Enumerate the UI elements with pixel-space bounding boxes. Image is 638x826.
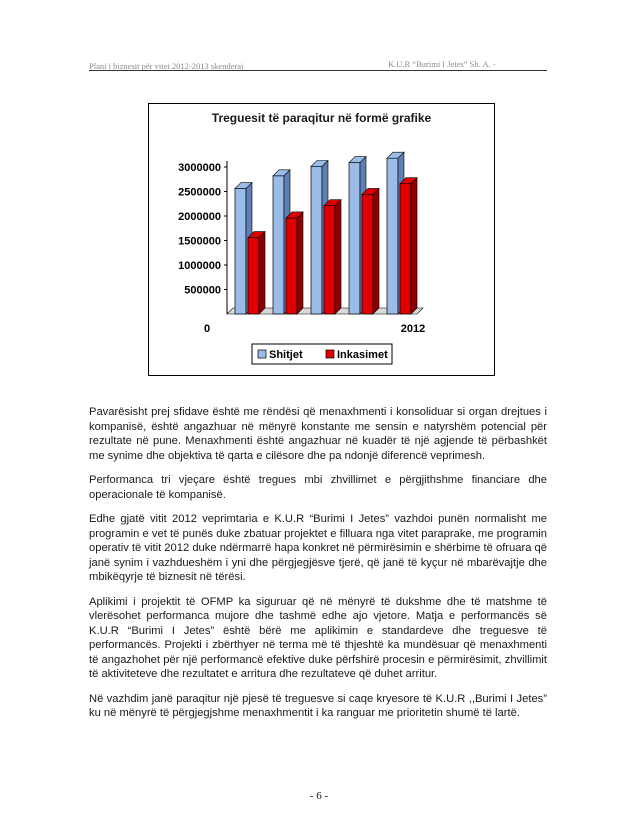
bar-side-inkasimet-0 (259, 232, 265, 314)
y-tick-label: 1500000 (178, 235, 221, 248)
chart-title: Treguesit të paraqitur në formë grafike (211, 111, 432, 125)
bar-shitjet-0 (235, 189, 246, 314)
bar-shitjet-3 (349, 163, 360, 314)
paragraph-activity-2012: Edhe gjatë vitit 2012 veprimtaria e K.U.R “Burimi I Jetes” vazhdoi punën normalisht me programin e vet të punës duke zbatuar projektet e filluara nga vitet paraprake, me programin operativ të vitit 2012 duke ndërmarrë hapa konkret në përmirësimin e shërbime të ofruara që janë synim i vazhdueshëm i yni dhe përgjegjësve tjerë, që janë të kyçur në mbarëvajtje dhe mbikëqyrje të biznesit në tërësi. (89, 513, 547, 583)
bar-inkasimet-1 (286, 218, 297, 314)
paragraph-leadership: Pavarësisht prej sfidave është me rëndësi që menaxhmenti i konsoliduar si organ drejtues i kompanisë, është angazhuar në mënyrë konstante me sensin e natyrshëm potencial për rezultate në pune. Menaxhmenti është angazhuar në kuadër të një agjende të përbashkët me synime dhe objektiva të qarta e cilësore dhe pa ndonjë diferencë veprimesh. (89, 406, 547, 462)
y-tick-label: 500000 (184, 284, 221, 297)
bar-chart (149, 104, 494, 375)
bar-shitjet-1 (273, 176, 284, 314)
x-tick-label-end: 2012 (400, 323, 426, 335)
legend-swatch-inkasimet (326, 350, 334, 358)
header-company-name: K.U.R “Burimi I Jetes” Sh. A. - (388, 59, 496, 69)
y-tick-label: 3000000 (178, 162, 221, 174)
bar-side-inkasimet-1 (297, 212, 303, 314)
legend-swatch-shitjet (258, 350, 266, 358)
paragraph-ofmp-project: Aplikimi i projektit të OFMP ka siguruar që në mënyrë të dukshme dhe të matshme të vlerësohet performanca mujore dhe tashmë edhe ajo vjetore. Matja e performancës së K.U.R “Burimi I Jetes” është bërë me aplikimin e standardeve dhe treguesve të performancës. Projekti i zbërthyer në terma më të thjeshtë ka mundësuar që menaxhmenti të angazhohet për një performancë efektive duke përfshirë procesin e përmirësimit, zhvillimit të aktiviteteve dhe rezultatet e arritura dhe rezultateve që duhet arritur. (89, 595, 547, 680)
bar-shitjet-4 (387, 158, 398, 314)
bar-side-inkasimet-3 (373, 188, 379, 314)
bar-inkasimet-4 (400, 184, 411, 314)
bar-shitjet-2 (311, 167, 322, 314)
page-number: - 6 - (309, 790, 329, 802)
y-tick-label: 1000000 (178, 260, 221, 272)
bar-side-inkasimet-2 (335, 200, 341, 314)
bar-inkasimet-2 (324, 206, 335, 314)
bar-inkasimet-3 (362, 194, 373, 314)
x-tick-label-start: 0 (203, 323, 211, 335)
header-rule (89, 70, 547, 71)
chart-container (148, 103, 495, 376)
body-text (89, 405, 547, 731)
y-tick-label: 2500000 (178, 186, 221, 199)
legend-label-shitjet: Shitjet (269, 349, 303, 361)
header-document-title: Plani i biznesit për vitet 2012-2013 skenderaj (89, 61, 244, 71)
legend-label-inkasimet: Inkasimet (337, 349, 388, 361)
bar-side-inkasimet-4 (411, 178, 417, 314)
y-tick-label: 2000000 (178, 211, 221, 223)
paragraph-indicators: Në vazhdim janë paraqitur një pjesë të treguesve si caqe kryesore të K.U.R ,,Burimi I Jetes” ku në mënyrë të përgjegjshme menaxhmentit i ka ranguar me prioritetin shumë të lartë. (89, 692, 547, 719)
bar-inkasimet-0 (248, 238, 259, 314)
paragraph-performance: Performanca tri vjeçare është tregues mbi zhvillimet e përgjithshme financiare dhe operacionale të kompanisë. (89, 474, 547, 501)
